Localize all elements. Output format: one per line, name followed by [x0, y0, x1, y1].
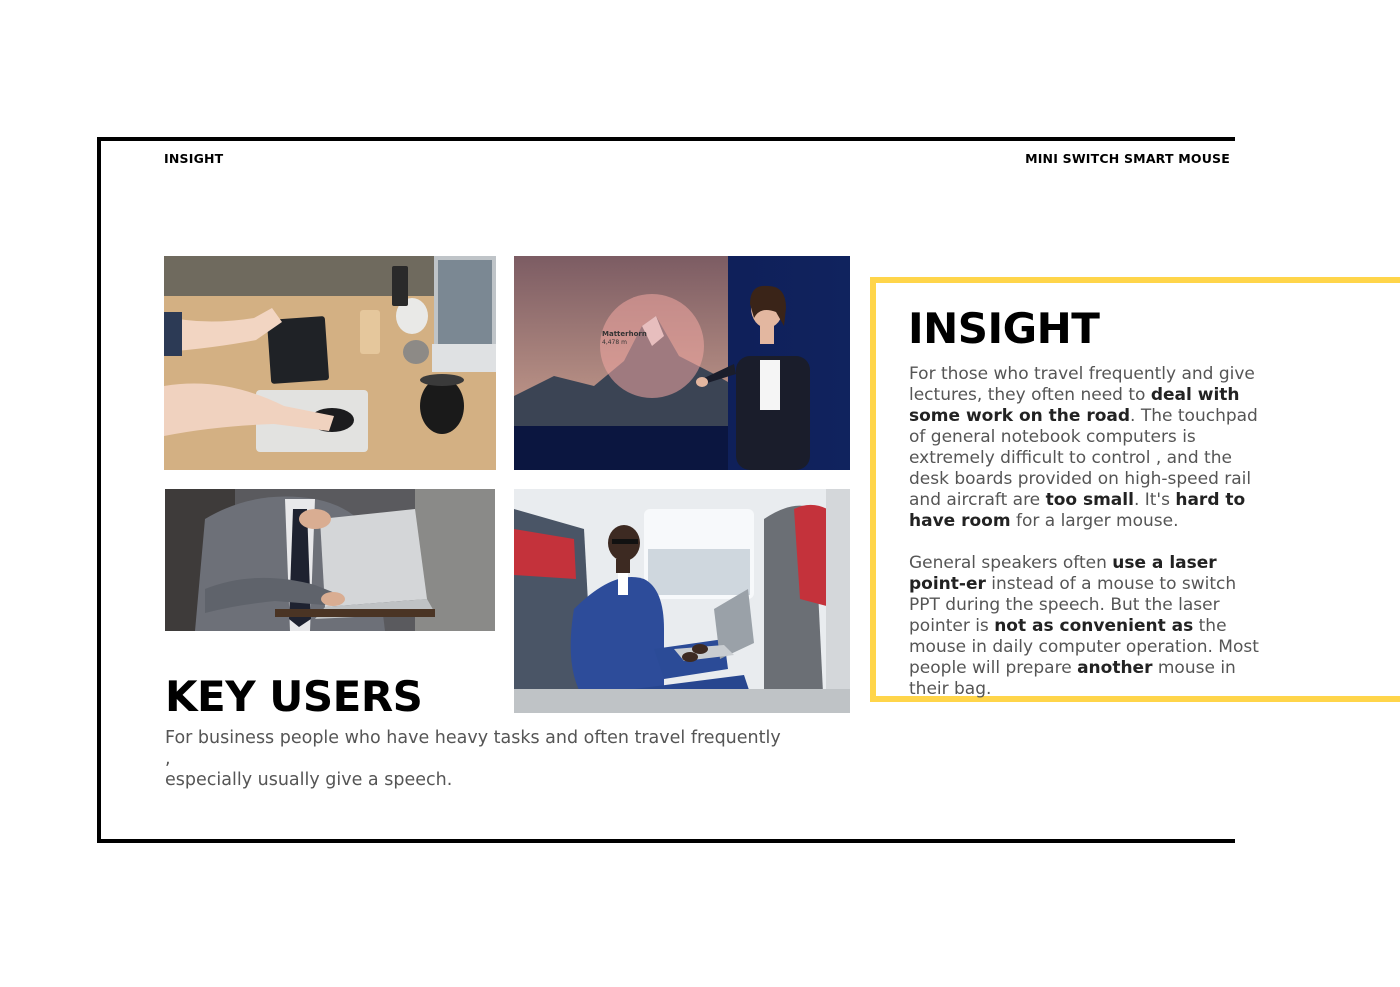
key-users-description — [165, 728, 785, 791]
section-label: INSIGHT — [164, 151, 224, 166]
slide-height: 4,478 m — [602, 339, 627, 346]
frame-bottom-border — [97, 839, 1235, 843]
key-users-title: KEY USERS — [165, 672, 423, 721]
key-users-desc-line2: especially usually give a speech. — [165, 770, 453, 790]
insight-body — [909, 364, 1269, 721]
slide-label: Matterhorn — [602, 330, 647, 338]
photo-businessman-laptop — [165, 489, 495, 631]
product-label: MINI SWITCH SMART MOUSE — [1025, 151, 1230, 166]
insight-paragraph-1: For those who travel frequently and give lectures, they often need to deal with some work on the road. The touchpad of general notebook computers is extremely difficult to control , and the desk boards provided on high-speed rail and aircraft are too small. It's hard to have room for a larger mouse. — [909, 364, 1258, 531]
key-users-desc-line1: For business people who have heavy tasks and often travel frequently , — [165, 728, 781, 769]
photo-train-laptop — [514, 489, 850, 713]
insight-paragraph-2: General speakers often use a laser point-er instead of a mouse to switch PPT during the speech. But the laser pointer is not as convenient as the mouse in daily computer operation. Most people will prepare another mouse in their bag. — [909, 553, 1259, 699]
frame-left-border — [97, 137, 101, 843]
photo-desk-keyboard — [164, 256, 496, 470]
insight-title: INSIGHT — [908, 304, 1100, 353]
photo-presenter — [514, 256, 850, 470]
frame-top-border — [97, 137, 1235, 141]
